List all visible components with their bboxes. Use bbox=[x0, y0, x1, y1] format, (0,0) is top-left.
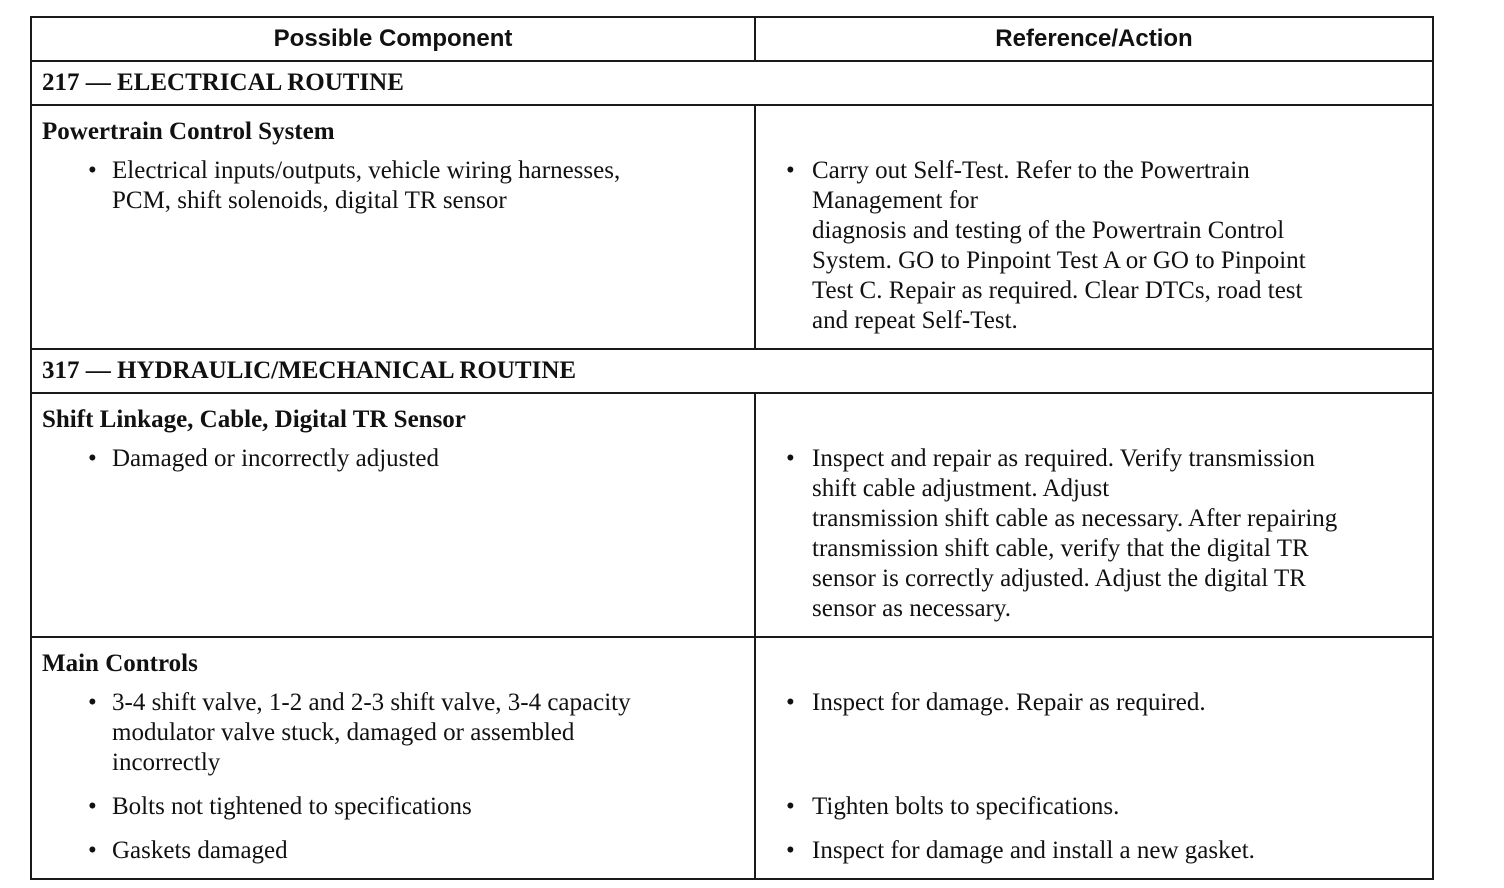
group-title-main-controls: Main Controls bbox=[42, 650, 198, 677]
component-cell bbox=[31, 105, 755, 349]
component-cell bbox=[31, 637, 755, 879]
section-row bbox=[31, 61, 1433, 105]
list-item: • Damaged or incorrectly adjusted bbox=[88, 445, 439, 472]
list-item: • Carry out Self-Test. Refer to the Powertrain Management for diagnosis and testing of the Powertrain Control System. GO to Pinpoint Test A or GO to Pinpoint Test C. Repair as required. Clear DTCs, road test and repeat Self-Test. bbox=[786, 157, 1306, 334]
list-item: • Electrical inputs/outputs, vehicle wiring harnesses, PCM, shift solenoids, digital TR sensor bbox=[88, 157, 621, 214]
bullet-icon: • bbox=[786, 157, 795, 184]
list-item: • 3-4 shift valve, 1-2 and 2-3 shift valve, 3-4 capacity modulator valve stuck, damaged or assembled incorrectly bbox=[88, 689, 631, 776]
list-item: • Inspect for damage and install a new gasket. bbox=[786, 837, 1255, 864]
list-item: • Tighten bolts to specifications. bbox=[786, 793, 1120, 820]
list-item: • Inspect for damage. Repair as required. bbox=[786, 689, 1206, 716]
bullet-icon: • bbox=[88, 689, 97, 716]
action-cell bbox=[755, 637, 1433, 879]
bullet-icon: • bbox=[88, 157, 97, 184]
header-row bbox=[31, 17, 1433, 61]
component-cell bbox=[31, 393, 755, 637]
bullet-icon: • bbox=[786, 837, 795, 864]
section-title-hydraulic: 317 — HYDRAULIC/MECHANICAL ROUTINE bbox=[31, 349, 1433, 393]
action-cell bbox=[755, 105, 1433, 349]
bullet-icon: • bbox=[786, 793, 795, 820]
section-row bbox=[31, 349, 1433, 393]
bullet-icon: • bbox=[786, 445, 795, 472]
table-row bbox=[31, 105, 1433, 349]
section-title-electrical: 217 — ELECTRICAL ROUTINE bbox=[31, 61, 1433, 105]
header-reference-action: Reference/Action bbox=[755, 17, 1433, 61]
action-cell bbox=[755, 393, 1433, 637]
table-row bbox=[31, 393, 1433, 637]
header-possible-component: Possible Component bbox=[31, 17, 755, 61]
bullet-icon: • bbox=[786, 689, 795, 716]
bullet-icon: • bbox=[88, 837, 97, 864]
group-title-shift-linkage: Shift Linkage, Cable, Digital TR Sensor bbox=[42, 406, 466, 433]
group-title-powertrain: Powertrain Control System bbox=[42, 118, 335, 145]
bullet-icon: • bbox=[88, 445, 97, 472]
list-item: • Gaskets damaged bbox=[88, 837, 288, 864]
table-row bbox=[31, 637, 1433, 879]
diagnostic-table bbox=[30, 16, 1434, 880]
list-item: • Bolts not tightened to specifications bbox=[88, 793, 472, 820]
list-item: • Inspect and repair as required. Verify transmission shift cable adjustment. Adjust transmission shift cable as necessary. After repairing transmission shift cable, verify that the digital TR sensor is correctly adjusted. Adjust the digital TR sensor as necessary. bbox=[786, 445, 1338, 622]
bullet-icon: • bbox=[88, 793, 97, 820]
